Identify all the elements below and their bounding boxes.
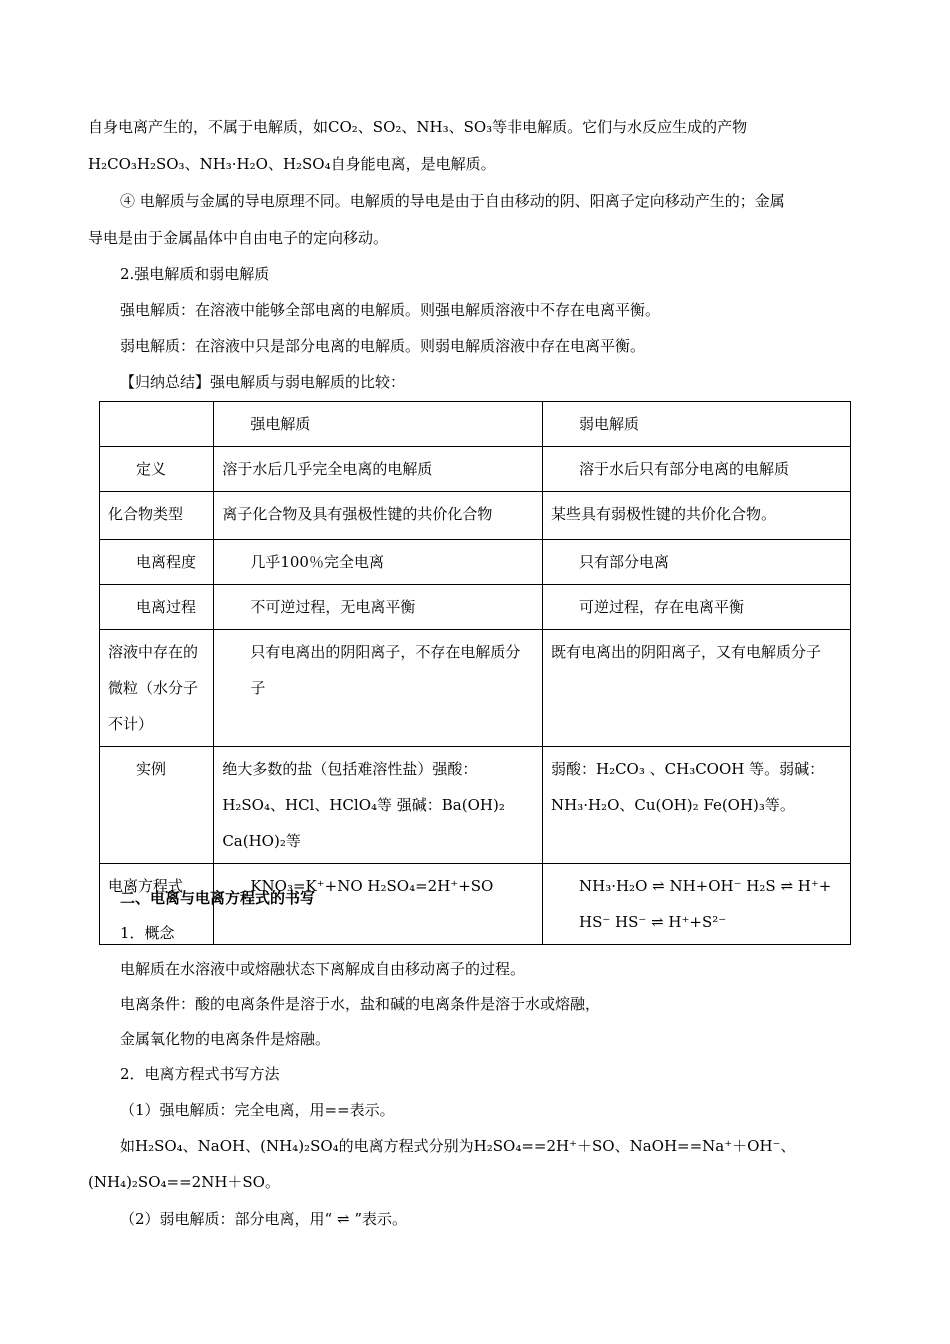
table-cell: 不可逆过程，无电离平衡 [214, 585, 543, 630]
row-label: 电离过程 [100, 585, 214, 630]
table-cell: 只有电离出的阴阳离子，不存在电解质分子 [214, 630, 543, 747]
paragraph-line: 自身电离产生的，不属于电解质，如CO₂、SO₂、NH₃、SO₃等非电解质。它们与水反应生成的产物 [88, 118, 748, 136]
paragraph-line: ④ 电解质与金属的导电原理不同。电解质的导电是由于自由移动的阴、阳离子定向移动产生的；金属 [120, 192, 785, 210]
paragraph-line: 电离条件：酸的电离条件是溶于水，盐和碱的电离条件是溶于水或熔融， [120, 995, 601, 1013]
table-cell: 弱酸：H₂CO₃ 、CH₃COOH 等。弱碱：NH₃·H₂O、Cu(OH)₂ Fe(OH)₃等。 [542, 747, 850, 864]
table-row [100, 630, 851, 747]
table-cell: 某些具有弱极性键的共价化合物。 [542, 492, 850, 540]
row-label: 溶液中存在的微粒（水分子不计） [100, 630, 214, 747]
paragraph-line: 强电解质：在溶液中能够全部电离的电解质。则强电解质溶液中不存在电离平衡。 [120, 301, 661, 319]
table-row [100, 747, 851, 864]
table-header-weak: 弱电解质 [542, 402, 850, 447]
paragraph-line: （2）弱电解质：部分电离，用“ ⇌ ”表示。 [120, 1210, 407, 1228]
table-cell: 可逆过程，存在电离平衡 [542, 585, 850, 630]
table-cell: 只有部分电离 [542, 540, 850, 585]
table-cell: 几乎100％完全电离 [214, 540, 543, 585]
table-cell: 溶于水后几乎完全电离的电解质 [214, 447, 543, 492]
paragraph-line: 金属氧化物的电离条件是熔融。 [120, 1030, 331, 1048]
subsection-title: 2．电离方程式书写方法 [120, 1065, 280, 1083]
table-header-strong: 强电解质 [214, 402, 543, 447]
table-cell [100, 402, 214, 447]
row-label: 电离程度 [100, 540, 214, 585]
table-row [100, 585, 851, 630]
paragraph-line: （1）强电解质：完全电离，用==表示。 [120, 1101, 395, 1119]
paragraph-line: 电解质在水溶液中或熔融状态下离解成自由移动离子的过程。 [120, 960, 526, 978]
paragraph-line: 弱电解质：在溶液中只是部分电离的电解质。则弱电解质溶液中存在电离平衡。 [120, 337, 646, 355]
section-heading: 二、电离与电离方程式的书写 [120, 889, 316, 907]
comparison-table [99, 401, 851, 945]
row-label: 电离方程式 [100, 864, 214, 945]
paragraph-line: 导电是由于金属晶体中自由电子的定向移动。 [88, 229, 389, 247]
subsection-title: 2.强电解质和弱电解质 [120, 265, 270, 283]
table-row [100, 447, 851, 492]
paragraph-line: 如H₂SO₄、NaOH、(NH₄)₂SO₄的电离方程式分别为H₂SO₄==2H⁺＋SO、NaOH==Na⁺＋OH⁻、 [120, 1137, 796, 1155]
paragraph-line: (NH₄)₂SO₄==2NH＋SO。 [88, 1173, 280, 1191]
table-row [100, 492, 851, 540]
paragraph-line: H₂CO₃H₂SO₃、NH₃·H₂O、H₂SO₄自身能电离，是电解质。 [88, 155, 496, 173]
table-cell: 离子化合物及具有强极性键的共价化合物 [214, 492, 543, 540]
table-row [100, 402, 851, 447]
row-label: 实例 [100, 747, 214, 864]
table-cell: NH₃·H₂O ⇌ NH+OH⁻ H₂S ⇌ H⁺+ HS⁻ HS⁻ ⇌ H⁺+S²⁻ [542, 864, 850, 945]
table-cell: 绝大多数的盐（包括难溶性盐）强酸：H₂SO₄、HCl、HClO₄等 强碱：Ba(OH)₂ Ca(HO)₂等 [214, 747, 543, 864]
summary-title: 【归纳总结】强电解质与弱电解质的比较： [120, 373, 406, 391]
paragraph-line: 1．概念 [120, 924, 175, 942]
row-label: 定义 [100, 447, 214, 492]
table-cell: 溶于水后只有部分电离的电解质 [542, 447, 850, 492]
table-cell: KNO₃=K⁺+NO H₂SO₄=2H⁺+SO [214, 864, 543, 945]
table-row [100, 540, 851, 585]
table-cell: 既有电离出的阴阳离子，又有电解质分子 [542, 630, 850, 747]
row-label: 化合物类型 [100, 492, 214, 540]
